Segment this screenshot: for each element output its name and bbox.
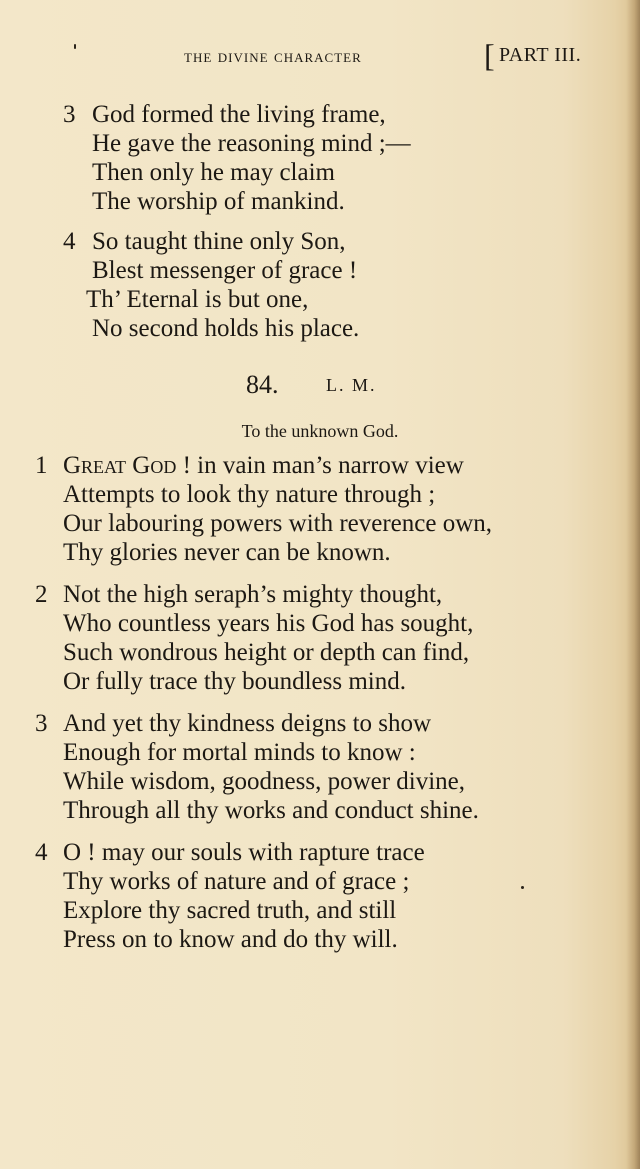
verse-line: No second holds his place. xyxy=(92,315,360,342)
continued-stanza-3 xyxy=(63,100,411,216)
verse-line: Thy works of nature and of grace ; xyxy=(63,868,410,895)
verse-line: Enough for mortal minds to know : xyxy=(63,739,416,766)
hymn-meter: L. M. xyxy=(326,375,377,395)
stanza-number: 1 xyxy=(35,452,48,479)
verse-line: Then only he may claim xyxy=(92,159,335,186)
page-edge-shadow xyxy=(626,0,640,1169)
stanza-number: 2 xyxy=(35,581,48,608)
verse-line-first xyxy=(63,451,492,480)
verse-line: Thy glories never can be known. xyxy=(63,539,391,566)
running-head-bracket: [ xyxy=(484,37,495,73)
hymn-title: To the unknown God. xyxy=(241,421,399,441)
stanza-number: 3 xyxy=(35,710,48,737)
verse-line: Press on to know and do thy will. xyxy=(63,926,398,953)
verse-line: While wisdom, goodness, power divine, xyxy=(63,768,466,795)
verse-line: Such wondrous height or depth can find, xyxy=(63,639,470,666)
hymn-stanza-2 xyxy=(35,580,474,696)
ink-speck xyxy=(521,886,524,889)
stanza-number: 4 xyxy=(35,839,48,866)
hymn-stanza-3 xyxy=(35,709,479,825)
verse-line: And yet thy kindness deigns to show xyxy=(63,710,432,737)
verse-line: God formed the living frame, xyxy=(92,101,386,128)
running-head xyxy=(0,37,640,74)
verse-line: He gave the reasoning mind ;— xyxy=(92,130,411,157)
hymn-stanza-1 xyxy=(35,451,493,567)
verse-line: The worship of mankind. xyxy=(92,188,345,215)
hymn-number: 84. xyxy=(246,370,279,399)
running-head-part: PART III. xyxy=(499,44,582,66)
verse-line: Who countless years his God has sought, xyxy=(63,610,474,637)
verse-line: Our labouring powers with reverence own, xyxy=(63,510,493,537)
verse-line: So taught thine only Son, xyxy=(92,228,346,255)
verse-line: O ! may our souls with rapture trace xyxy=(63,839,425,866)
verse-line: Explore thy sacred truth, and still xyxy=(63,897,397,924)
verse-line: Through all thy works and conduct shine. xyxy=(63,797,479,824)
verse-line: Or fully trace thy boundless mind. xyxy=(63,668,406,695)
verse-line: Th’ Eternal is but one, xyxy=(86,286,309,313)
hymn-heading xyxy=(246,370,377,400)
opening-words: Great God xyxy=(63,452,177,479)
verse-line: Attempts to look thy nature through ; xyxy=(63,481,436,508)
stanza-number: 3 xyxy=(63,101,76,128)
continued-stanza-4 xyxy=(63,227,360,343)
verse-line: Not the high seraph’s mighty thought, xyxy=(63,581,443,608)
first-line-rest: ! in vain man’s narrow view xyxy=(176,452,464,479)
stanza-number: 4 xyxy=(63,228,76,255)
hymn-title-line xyxy=(0,421,640,442)
hymn-stanza-4 xyxy=(35,838,425,954)
running-head-title: the divine character xyxy=(184,46,362,66)
verse-line: Blest messenger of grace ! xyxy=(92,257,358,284)
